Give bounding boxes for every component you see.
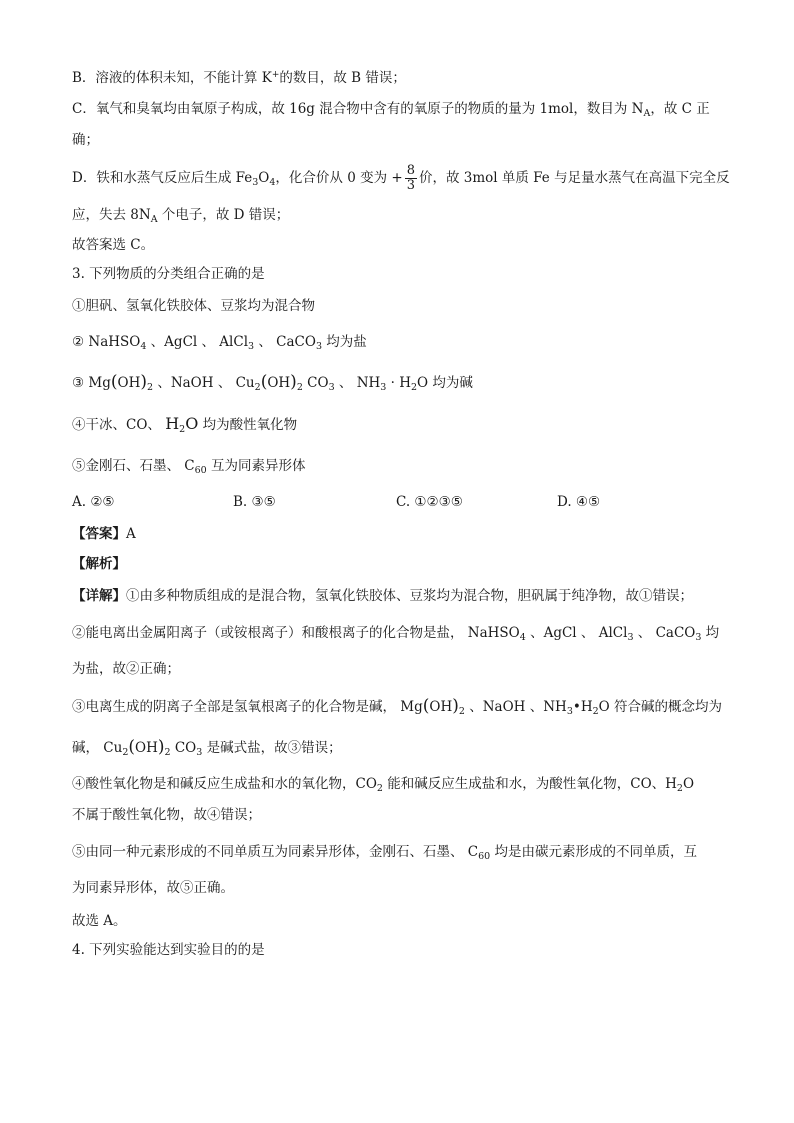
text-line: B．溶液的体积未知，不能计算 K+的数目，故 B 错误； [72, 70, 406, 86]
detail-line-10: 故选 A。 [72, 913, 127, 929]
option-b: B. ③⑤ [233, 494, 276, 510]
detail-line-8: ⑤由同一种元素形成的不同单质互为同素异形体，金刚石、石墨、 $C_{60}$ 均是由碳元素形成的不同单质，互 [72, 844, 698, 862]
option-a: A. ②⑤ [72, 494, 115, 510]
answer-tag: 【答案】 [72, 526, 126, 542]
text-line: D．铁和水蒸气反应后生成 $Fe_3O_4$，化合价从 0 变为 + $\frac{8}{3}$ 价，故 3mol 单质 Fe 与足量水蒸气在高温下完全反 [72, 163, 730, 193]
text-line: 确； [72, 132, 99, 148]
question-3-item-2: ② NaHSO$_4$ 、AgCl 、 AlCl$_3$ 、 CaCO$_3$ 均为盐 [72, 334, 367, 352]
answer-line: 【答案】A [72, 526, 136, 542]
fraction: $\frac{8}{3}$ [406, 163, 415, 193]
text-line: 故答案选 C。 [72, 237, 155, 253]
detail-line-4: ③电离生成的阴离子全部是氢氧根离子的化合物是碱， $Mg(OH)_2$ 、NaOH 、$NH_3•H_2O$ 符合碱的概念均为 [72, 696, 723, 717]
detail-tag: 【详解】 [72, 588, 126, 604]
text-line: C．氧气和臭氧均由氧原子构成，故 16g 混合物中含有的氧原子的物质的量为 1mol，数目为 $N_A$，故 C 正 [72, 101, 710, 119]
detail-line-6: ④酸性氧化物是和碱反应生成盐和水的氧化物，$CO_2$ 能和碱反应生成盐和水，为酸性氧化物，CO、$H_2O$ [72, 776, 695, 794]
analysis-tag: 【解析】 [72, 556, 126, 572]
detail-line-3: 为盐，故②正确； [72, 661, 180, 677]
question-3-item-3: ③ $Mg(OH)_2$ 、NaOH 、 $Cu_2(OH)_2$ $CO_3$ 、 $NH_3 \cdot H_2O$ 均为碱 [72, 372, 473, 393]
detail-line-2: ②能电离出金属阳离子（或铵根离子）和酸根离子的化合物是盐， NaHSO$_4$ 、AgCl 、 AlCl$_3$ 、 CaCO$_3$ 均 [72, 625, 720, 643]
detail-line-9: 为同素异形体，故⑤正确。 [72, 880, 234, 896]
question-4-title: 4. 下列实验能达到实验目的的是 [72, 942, 265, 958]
detail-line-5: 碱， $Cu_2(OH)_2$ $CO_3$ 是碱式盐，故③错误； [72, 737, 342, 758]
question-3-item-1: ①胆矾、氢氧化铁胶体、豆浆均为混合物 [72, 298, 315, 314]
text-line: 应，失去 $8N_A$ 个电子，故 D 错误； [72, 207, 290, 225]
question-3-item-5: ⑤金刚石、石墨、 $C_{60}$ 互为同素异形体 [72, 458, 306, 476]
option-d: D. ④⑤ [557, 494, 601, 510]
question-3-item-4: ④干冰、CO、 $H_2O$ 均为酸性氧化物 [72, 414, 298, 435]
option-c: C. ①②③⑤ [396, 494, 463, 510]
detail-line-7: 不属于酸性氧化物，故④错误； [72, 807, 261, 823]
detail-line-1: 【详解】①由多种物质组成的是混合物，氢氧化铁胶体、豆浆均为混合物，胆矾属于纯净物，故①错误； [72, 588, 693, 604]
question-3-title: 3. 下列物质的分类组合正确的是 [72, 266, 265, 282]
